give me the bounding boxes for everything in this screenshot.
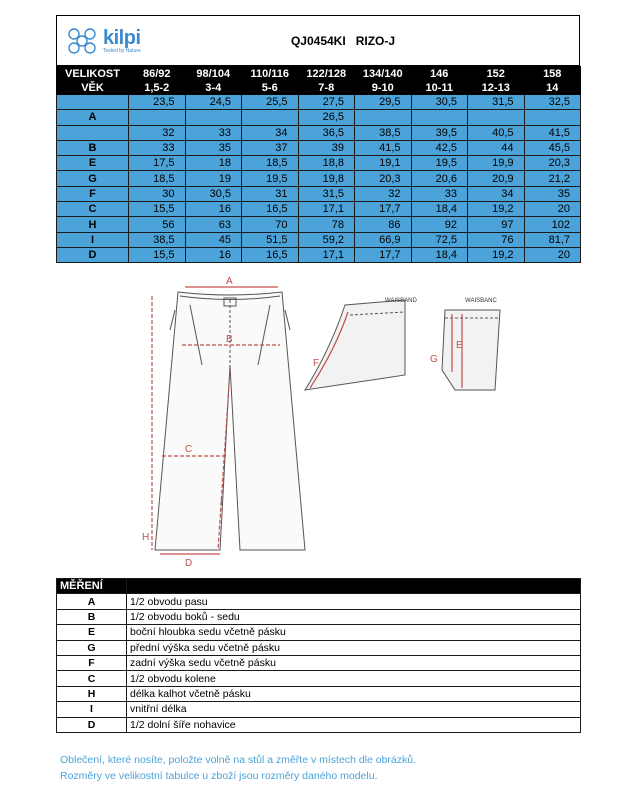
size-data-row xyxy=(57,247,581,262)
measurement-code: D xyxy=(57,717,127,732)
measurement-row xyxy=(57,609,581,624)
measurement-description: přední výška sedu včetně pásku xyxy=(127,640,581,655)
size-data-row xyxy=(57,95,581,110)
waistband-label-back: WAISBAND xyxy=(385,298,417,304)
size-value: 33 xyxy=(185,125,242,140)
label-b: B xyxy=(226,334,233,345)
label-c: C xyxy=(185,444,193,455)
label-f: F xyxy=(313,358,320,369)
size-header: 158 xyxy=(524,67,581,81)
size-header: 122/128 xyxy=(298,67,355,81)
size-value: 18 xyxy=(185,156,242,171)
size-value xyxy=(524,110,581,125)
size-value: 19,9 xyxy=(468,156,525,171)
size-value: 36,5 xyxy=(298,125,355,140)
size-value xyxy=(468,110,525,125)
side-view-front xyxy=(442,310,500,390)
size-value: 40,5 xyxy=(468,125,525,140)
age-header: 9-10 xyxy=(355,81,412,95)
size-value: 20,6 xyxy=(411,171,468,186)
size-value: 34 xyxy=(468,186,525,201)
measurement-code: I xyxy=(57,702,127,717)
size-value xyxy=(242,110,299,125)
age-header-row xyxy=(57,81,581,95)
size-value: 16,5 xyxy=(242,247,299,262)
measurement-row xyxy=(57,625,581,640)
brand-logo xyxy=(57,16,207,65)
measurement-row xyxy=(57,671,581,686)
age-row-label: VĚK xyxy=(57,81,129,95)
measurement-row xyxy=(57,702,581,717)
size-value: 34 xyxy=(242,125,299,140)
size-value: 37 xyxy=(242,140,299,155)
size-value: 19,2 xyxy=(468,202,525,217)
label-h: H xyxy=(142,532,150,543)
size-value: 17,7 xyxy=(355,202,412,217)
size-data-row xyxy=(57,171,581,186)
label-g: G xyxy=(430,354,438,365)
pants-drawing xyxy=(155,292,305,550)
size-value: 78 xyxy=(298,217,355,232)
instruction-line-1: Oblečení, které nosíte, položte volně na stůl a změřte v místech dle obrázků. xyxy=(60,754,417,766)
size-value: 70 xyxy=(242,217,299,232)
size-value: 35 xyxy=(524,186,581,201)
measurement-code: F xyxy=(57,655,127,670)
size-value: 59,2 xyxy=(298,232,355,247)
size-value: 18,5 xyxy=(129,171,186,186)
measurement-code: C xyxy=(57,671,127,686)
brand-name: kilpi xyxy=(103,26,141,49)
age-header: 1,5-2 xyxy=(129,81,186,95)
measurement-row xyxy=(57,655,581,670)
measure-code: H xyxy=(57,217,129,232)
measure-code: D xyxy=(57,247,129,262)
size-value: 21,2 xyxy=(524,171,581,186)
size-value xyxy=(411,110,468,125)
size-value: 81,7 xyxy=(524,232,581,247)
size-value xyxy=(355,110,412,125)
measurement-description: boční hloubka sedu včetně pásku xyxy=(127,625,581,640)
measure-code: G xyxy=(57,171,129,186)
measurement-code: E xyxy=(57,625,127,640)
size-value: 86 xyxy=(355,217,412,232)
size-value: 18,8 xyxy=(298,156,355,171)
size-value: 32 xyxy=(355,186,412,201)
measure-code xyxy=(57,95,129,110)
label-e: E xyxy=(456,340,463,351)
size-data-row xyxy=(57,202,581,217)
instructions xyxy=(60,752,620,784)
size-value: 63 xyxy=(185,217,242,232)
size-header: 86/92 xyxy=(129,67,186,81)
size-value: 19,8 xyxy=(298,171,355,186)
size-value: 30,5 xyxy=(411,95,468,110)
size-value: 18,4 xyxy=(411,247,468,262)
measurement-code: B xyxy=(57,609,127,624)
size-data-row xyxy=(57,156,581,171)
measurement-row xyxy=(57,594,581,609)
size-value: 25,5 xyxy=(242,95,299,110)
size-value: 30,5 xyxy=(185,186,242,201)
size-value: 17,7 xyxy=(355,247,412,262)
size-value xyxy=(185,110,242,125)
size-value: 39 xyxy=(298,140,355,155)
size-value: 32 xyxy=(129,125,186,140)
measurements-header: MĚŘENÍ xyxy=(57,579,127,594)
size-data-row xyxy=(57,186,581,201)
label-d: D xyxy=(185,558,193,569)
size-value: 20,9 xyxy=(468,171,525,186)
measurements-header-row xyxy=(57,579,581,594)
product-title xyxy=(207,34,579,48)
measurement-code: A xyxy=(57,594,127,609)
size-value: 19 xyxy=(185,171,242,186)
size-value: 15,5 xyxy=(129,247,186,262)
measure-code: I xyxy=(57,232,129,247)
size-value: 17,1 xyxy=(298,202,355,217)
size-value: 20,3 xyxy=(524,156,581,171)
size-value: 41,5 xyxy=(524,125,581,140)
measurement-code: G xyxy=(57,640,127,655)
measurement-description: 1/2 obvodu boků - sedu xyxy=(127,609,581,624)
size-value: 30 xyxy=(129,186,186,201)
measurement-description: zadní výška sedu včetně pásku xyxy=(127,655,581,670)
measurement-description: délka kalhot včetně pásku xyxy=(127,686,581,701)
size-value: 23,5 xyxy=(129,95,186,110)
age-header: 7-8 xyxy=(298,81,355,95)
measure-code: C xyxy=(57,202,129,217)
size-value: 76 xyxy=(468,232,525,247)
size-value xyxy=(129,110,186,125)
measure-code: F xyxy=(57,186,129,201)
size-value: 18,4 xyxy=(411,202,468,217)
size-value: 44 xyxy=(468,140,525,155)
measurement-description: 1/2 dolní šíře nohavice xyxy=(127,717,581,732)
size-data-row xyxy=(57,125,581,140)
size-value: 27,5 xyxy=(298,95,355,110)
size-header: 98/104 xyxy=(185,67,242,81)
size-value: 51,5 xyxy=(242,232,299,247)
size-value: 41,5 xyxy=(355,140,412,155)
measurement-description: vnitřní délka xyxy=(127,702,581,717)
measurement-row xyxy=(57,640,581,655)
size-value: 17,1 xyxy=(298,247,355,262)
size-value: 97 xyxy=(468,217,525,232)
size-value: 32,5 xyxy=(524,95,581,110)
size-value: 18,5 xyxy=(242,156,299,171)
size-value: 24,5 xyxy=(185,95,242,110)
measurement-description: 1/2 obvodu kolene xyxy=(127,671,581,686)
size-value: 29,5 xyxy=(355,95,412,110)
size-value: 66,9 xyxy=(355,232,412,247)
size-value: 19,5 xyxy=(242,171,299,186)
measurements-table xyxy=(56,578,581,733)
size-table xyxy=(56,66,581,263)
waistband-label-front: WAISBANC xyxy=(465,298,497,304)
size-value: 19,1 xyxy=(355,156,412,171)
measure-code: E xyxy=(57,156,129,171)
measure-code: A xyxy=(57,110,129,125)
size-value: 39,5 xyxy=(411,125,468,140)
size-value: 20 xyxy=(524,247,581,262)
measurement-diagram xyxy=(130,270,530,570)
size-value: 35 xyxy=(185,140,242,155)
size-row-label: VELIKOST xyxy=(57,67,129,81)
size-value: 31 xyxy=(242,186,299,201)
measurement-row xyxy=(57,686,581,701)
age-header: 12-13 xyxy=(468,81,525,95)
age-header: 3-4 xyxy=(185,81,242,95)
measure-code xyxy=(57,125,129,140)
measurement-description: 1/2 obvodu pasu xyxy=(127,594,581,609)
size-value: 15,5 xyxy=(129,202,186,217)
size-header: 146 xyxy=(411,67,468,81)
size-data-row xyxy=(57,110,581,125)
label-a: A xyxy=(226,276,233,287)
size-value: 20 xyxy=(524,202,581,217)
size-data-row xyxy=(57,140,581,155)
size-value: 45,5 xyxy=(524,140,581,155)
size-value: 72,5 xyxy=(411,232,468,247)
size-value: 102 xyxy=(524,217,581,232)
instruction-line-2: Rozměry ve velikostní tabulce u zboží jsou rozměry daného modelu. xyxy=(60,770,378,782)
age-header: 5-6 xyxy=(242,81,299,95)
size-header: 110/116 xyxy=(242,67,299,81)
age-header: 10-11 xyxy=(411,81,468,95)
measurement-row xyxy=(57,717,581,732)
size-value: 33 xyxy=(411,186,468,201)
age-header: 14 xyxy=(524,81,581,95)
size-value: 19,5 xyxy=(411,156,468,171)
size-value: 33 xyxy=(129,140,186,155)
brand-tagline: Tested by Nature xyxy=(103,47,141,54)
size-value: 56 xyxy=(129,217,186,232)
size-value: 16,5 xyxy=(242,202,299,217)
size-value: 19,2 xyxy=(468,247,525,262)
size-header: 134/140 xyxy=(355,67,412,81)
size-value: 16 xyxy=(185,247,242,262)
size-data-row xyxy=(57,232,581,247)
label-i: I xyxy=(220,497,223,508)
size-value: 38,5 xyxy=(129,232,186,247)
side-view-back xyxy=(305,300,405,390)
size-value: 20,3 xyxy=(355,171,412,186)
size-value: 17,5 xyxy=(129,156,186,171)
size-header-row xyxy=(57,67,581,81)
size-value: 16 xyxy=(185,202,242,217)
size-value: 92 xyxy=(411,217,468,232)
document-header xyxy=(56,15,580,66)
size-value: 31,5 xyxy=(468,95,525,110)
size-value: 31,5 xyxy=(298,186,355,201)
size-value: 38,5 xyxy=(355,125,412,140)
measurement-code: H xyxy=(57,686,127,701)
size-header: 152 xyxy=(468,67,525,81)
size-value: 42,5 xyxy=(411,140,468,155)
product-name: RIZO-J xyxy=(355,33,396,48)
product-code: QJ0454KI xyxy=(290,33,346,48)
size-value: 45 xyxy=(185,232,242,247)
measure-code: B xyxy=(57,140,129,155)
size-data-row xyxy=(57,217,581,232)
size-value: 26,5 xyxy=(298,110,355,125)
kilpi-logo-icon xyxy=(65,26,99,56)
